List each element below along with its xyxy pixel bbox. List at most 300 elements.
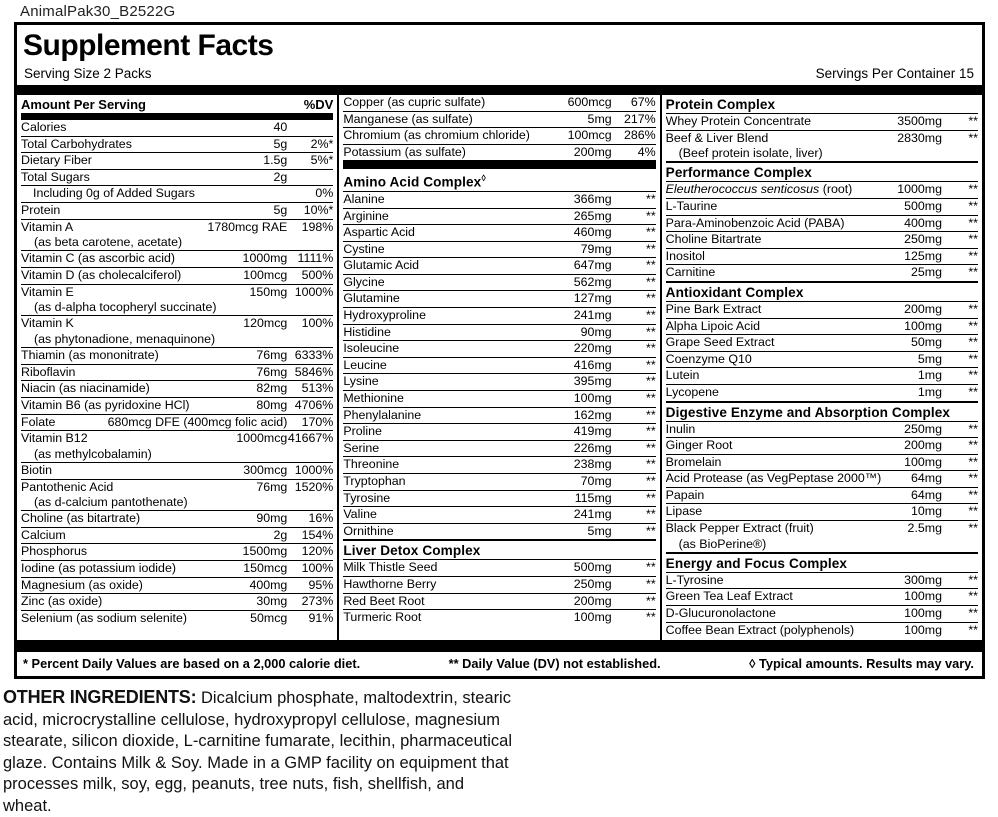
nutrient-row [21,202,333,219]
nutrient-row [343,224,655,241]
nutrient-row [666,605,978,622]
nutrient-name: Valine [343,507,377,522]
percent-dv-label: %DV [303,97,334,112]
nutrient-row [666,181,978,198]
nutrient-amount: 90mg [580,324,612,339]
section-header: Amino Acid Complex◊ [343,167,655,191]
nutrient-row [21,152,333,169]
nutrient-row [666,367,978,384]
nutrient-dv: 217% [623,111,656,126]
nutrient-dv: ** [968,248,978,263]
nutrient-dv: 286% [623,128,656,143]
nutrient-dv: ** [968,301,978,316]
nutrient-dv: 2%* [310,136,334,151]
nutrient-name: Ornithine [343,523,394,538]
nutrient-row [21,593,333,610]
nutrient-row [343,473,655,490]
nutrient-amount: 100mg [904,606,942,621]
nutrient-amount: 238mg [573,457,612,472]
nutrient-dv: ** [968,454,978,469]
nutrient-dv: ** [646,341,656,356]
nutrient-name: Phosphorus [21,544,88,559]
nutrient-row [343,274,655,291]
nutrient-dv: ** [968,421,978,436]
nutrient-row [21,397,333,414]
nutrient-amount: 3500mg [897,114,942,128]
nutrient-subnote: (as beta carotene, acetate) [34,235,183,250]
nutrient-amount: 419mg [573,424,612,439]
nutrient-dv: ** [646,523,656,538]
nutrient-name: Potassium (as sulfate) [343,144,466,159]
nutrient-name: Zinc (as oxide) [21,594,103,609]
nutrient-row [343,357,655,374]
nutrient-row [21,577,333,594]
nutrient-dv: ** [968,504,978,519]
nutrient-amount: 562mg [573,274,612,289]
panel-title: Supplement Facts [23,29,274,62]
nutrient-row [343,95,655,111]
nutrient-name: Turmeric Root [343,610,422,625]
nutrient-name: Red Beet Root [343,593,425,608]
nutrient-amount: 1780mcg RAE [207,219,288,234]
nutrient-amount: 395mg [573,374,612,389]
nutrient-row [666,588,978,605]
nutrient-name: Beef & Liver Blend [665,130,769,145]
nutrient-amount: 220mg [573,341,612,356]
nutrient-row [666,318,978,335]
nutrient-dv: ** [646,490,656,505]
column-right [660,95,982,640]
nutrient-dv: ** [646,424,656,439]
nutrient-dv: ** [968,606,978,621]
nutrient-amount: 300mg [904,572,942,587]
nutrient-name: Pantothenic Acid [21,479,114,494]
nutrient-name: Choline Bitartrate [665,232,762,247]
nutrient-row [343,559,655,576]
nutrient-row [666,351,978,368]
nutrient-row [343,440,655,457]
nutrient-amount: 460mg [573,225,612,240]
nutrient-amount: 241mg [573,308,612,323]
nutrient-row [343,373,655,390]
nutrient-dv: ** [968,182,978,197]
nutrient-row [21,136,333,153]
nutrient-name: Carnitine [665,265,716,280]
nutrient-row [21,315,333,332]
nutrient-dv: ** [968,198,978,213]
nutrient-row [343,609,655,626]
nutrient-amount: 600mcg [567,95,612,109]
nutrient-dv: 4% [637,144,656,159]
nutrient-name: Hydroxyproline [343,308,426,323]
nutrient-row [21,610,333,627]
nutrient-dv: 1520% [294,479,334,494]
nutrient-name: Protein [21,202,61,217]
nutrient-dv: ** [646,308,656,323]
nutrient-dv: 67% [630,95,656,109]
nutrient-name: Including 0g of Added Sugars [33,186,195,201]
section-header: Liver Detox Complex [343,539,655,559]
nutrient-amount: 5g [273,136,288,151]
nutrient-dv: ** [646,191,656,206]
nutrient-amount: 2.5mg [907,521,942,536]
divider-bar-top [17,85,982,95]
nutrient-dv: ** [646,507,656,522]
nutrient-amount: 100mg [904,454,942,469]
nutrient-amount: 2830mg [897,130,942,145]
nutrient-row [666,421,978,438]
nutrient-row [21,527,333,544]
nutrient-dv: ** [646,440,656,455]
nutrient-name: Magnesium (as oxide) [21,577,143,592]
other-ingredients [3,687,513,817]
nutrient-name: Milk Thistle Seed [343,560,438,575]
nutrient-dv: 5846% [294,364,334,379]
nutrient-amount: 100mg [904,622,942,637]
nutrient-row [343,111,655,128]
nutrient-name: Coffee Bean Extract (polyphenols) [665,622,855,637]
nutrient-subnote: (as methylcobalamin) [34,446,152,461]
nutrient-dv: ** [968,589,978,604]
nutrient-dv: ** [968,318,978,333]
nutrient-name: Papain [665,487,705,502]
nutrient-name: Threonine [343,457,400,472]
nutrient-dv: 91% [308,610,334,625]
nutrient-amount: 82mg [256,381,288,396]
nutrient-name: Hawthorne Berry [343,576,437,591]
nutrient-name: Inulin [665,421,696,436]
nutrient-dv: 170% [301,414,334,429]
nutrient-row [666,384,978,401]
nutrient-row [666,301,978,318]
other-ingredients-text: Dicalcium phosphate, maltodextrin, stearic acid, microcrystalline cellulose, hydroxypropyl cellulose, magnesium stearate, silicon dioxide, L-carnitine fumarate, lecithin, pharmaceutical glaze. Contains Milk & Soy. Made in a GMP facility on equipment that processes milk, soy, egg, peanuts, tree nuts, fish, shellfish, and wheat. [3,689,513,815]
nutrient-name: Tryptophan [343,474,406,488]
nutrient-dv: ** [646,407,656,422]
nutrient-dv: ** [646,560,656,575]
nutrient-row [666,215,978,232]
nutrient-name: Alpha Lipoic Acid [665,318,761,333]
nutrient-row [343,324,655,341]
nutrient-row [666,470,978,487]
nutrient-amount: 100mg [904,318,942,333]
nutrient-dv: ** [968,622,978,637]
nutrient-name: Choline (as bitartrate) [21,511,141,526]
nutrient-amount: 500mg [904,198,942,213]
nutrient-name: Acid Protease (as VegPeptase 2000™) [665,471,882,486]
nutrient-amount: 10mg [910,504,942,519]
nutrient-dv: ** [646,291,656,306]
nutrient-name: Riboflavin [21,364,76,379]
nutrient-row [21,250,333,267]
nutrient-row [21,510,333,527]
nutrient-amount: 50mcg [250,610,288,625]
nutrient-dv: ** [646,324,656,339]
nutrient-row [21,543,333,560]
nutrient-row [21,380,333,397]
nutrient-name: Cystine [343,241,385,256]
nutrient-row [666,454,978,471]
serving-info-row [17,63,982,85]
nutrient-dv: ** [646,576,656,591]
nutrient-dv: ** [968,438,978,453]
nutrient-name: Whey Protein Concentrate [665,114,811,128]
nutrient-name: Vitamin B6 (as pyridoxine HCl) [21,397,190,412]
footnote-daily-values: * Percent Daily Values are based on a 2,000 calorie diet. [23,656,361,672]
nutrient-name: Calories [21,120,67,134]
nutrient-amount: 100mg [904,589,942,604]
nutrient-dv: 6333% [294,348,334,363]
nutrient-dv: 100% [301,316,334,331]
nutrient-dv: ** [968,521,978,536]
nutrient-name: Arginine [343,208,389,223]
nutrient-row [21,169,333,186]
nutrient-dv: ** [968,351,978,366]
nutrient-row [343,208,655,225]
nutrient-name: Lysine [343,374,379,389]
nutrient-dv: ** [968,368,978,383]
nutrient-dv: ** [646,457,656,472]
nutrient-amount: 250mg [573,576,612,591]
nutrient-dv: 500% [301,267,334,282]
nutrient-name: Bromelain [665,454,722,469]
column-left [17,95,337,640]
nutrient-row [21,267,333,284]
nutrient-row [666,520,978,537]
nutrient-row [343,144,655,161]
nutrient-dv: 273% [301,594,334,609]
nutrient-name: Niacin (as niacinamide) [21,381,150,396]
nutrient-amount: 127mg [573,291,612,306]
nutrient-amount: 1mg [917,384,942,399]
nutrient-dv: 16% [308,511,334,526]
nutrient-amount: 100mcg [243,267,288,282]
nutrient-name: Serine [343,440,380,455]
nutrient-name: Thiamin (as mononitrate) [21,348,159,363]
nutrient-dv: ** [968,487,978,502]
nutrient-amount: 150mcg [243,561,288,576]
nutrient-dv: ** [646,208,656,223]
nutrient-amount: 100mg [573,610,612,625]
servings-per-container: Servings Per Container 15 [815,66,974,81]
nutrient-amount: 400mg [249,577,288,592]
nutrient-name: Isoleucine [343,341,400,356]
nutrient-row [343,241,655,258]
nutrient-row [666,503,978,520]
nutrient-amount: 80mg [256,397,288,412]
nutrient-subnote: (as BioPerine®) [678,536,767,551]
nutrient-dv: ** [968,114,978,128]
nutrient-subnote: (as phytonadione, menaquinone) [34,331,216,346]
nutrient-dv: ** [646,258,656,273]
supplement-facts-panel [14,22,985,679]
nutrient-dv: 41667% [287,431,334,446]
nutrient-name: Lycopene [665,384,719,399]
nutrient-dv: ** [968,265,978,280]
nutrient-row [21,462,333,479]
nutrient-amount: 162mg [573,407,612,422]
nutrient-row [666,198,978,215]
nutrient-dv: ** [646,391,656,406]
nutrient-name: Coenzyme Q10 [665,351,752,366]
nutrient-name: Total Carbohydrates [21,136,132,151]
nutrient-name: Pine Bark Extract [665,301,762,316]
nutrient-name: Ginger Root [665,438,733,453]
footnote-not-established: ** Daily Value (DV) not established. [448,656,661,672]
section-header: Energy and Focus Complex [666,552,978,572]
nutrient-amount: 1000mg [242,251,288,266]
nutrient-amount: 200mg [904,438,942,453]
nutrient-dv: ** [968,572,978,587]
nutrient-name: Aspartic Acid [343,225,415,240]
nutrient-dv: ** [646,474,656,488]
column-left-header [21,95,333,113]
nutrient-dv: ** [968,335,978,350]
nutrient-name: Leucine [343,357,387,372]
nutrient-row [343,456,655,473]
column-middle [337,95,659,640]
nutrient-name: Phenylalanine [343,407,422,422]
nutrient-dv: 1000% [294,462,334,477]
nutrient-row [666,437,978,454]
nutrient-amount: 150mg [249,284,288,299]
nutrient-amount: 64mg [910,487,942,502]
section-header: Antioxidant Complex [666,281,978,301]
nutrient-amount: 64mg [910,471,942,486]
nutrient-amount: 1.5g [263,153,288,168]
nutrient-amount: 76mg [256,479,288,494]
section-header: Digestive Enzyme and Absorption Complex [666,401,978,421]
nutrient-name: Vitamin A [21,219,74,234]
nutrient-amount: 5mg [587,523,612,538]
nutrient-row [343,407,655,424]
nutrient-row [343,307,655,324]
nutrient-name: Copper (as cupric sulfate) [343,95,486,109]
nutrient-row [666,622,978,639]
nutrient-amount: 1000mcg [236,431,288,446]
nutrient-dv: 120% [301,544,334,559]
nutrient-dv: ** [646,225,656,240]
footnotes [17,652,982,676]
nutrient-name: Tyrosine [343,490,391,505]
nutrient-dv: 4706% [294,397,334,412]
nutrient-dv: 0% [315,186,334,201]
nutrient-amount: 400mg [904,215,942,230]
nutrient-dv: 513% [301,381,334,396]
nutrient-name: Vitamin K [21,316,74,331]
nutrient-name: Biotin [21,462,52,477]
nutrient-amount: 100mcg [567,128,612,143]
nutrient-name: Alanine [343,191,385,206]
nutrient-amount: 79mg [580,241,612,256]
nutrient-name: Glycine [343,274,385,289]
nutrient-amount: 250mg [904,421,942,436]
divider-bar-bottom [17,640,982,652]
nutrient-row [343,576,655,593]
nutrient-row [343,127,655,144]
nutrient-row [666,130,978,147]
other-ingredients-label: OTHER INGREDIENTS: [3,687,197,708]
nutrient-name: Inositol [665,248,705,263]
nutrient-amount: 300mcg [243,462,288,477]
nutrient-name: Vitamin E [21,284,74,299]
amount-per-serving-label: Amount Per Serving [21,97,146,112]
nutrient-row [21,120,333,136]
nutrient-name: L-Taurine [665,198,718,213]
nutrient-name: Selenium (as sodium selenite) [21,610,187,625]
nutrient-amount: 2g [273,527,288,542]
nutrient-amount: 5mg [917,351,942,366]
nutrient-dv: 95% [308,577,334,592]
nutrient-dv: 5%* [310,153,334,168]
nutrient-row [666,572,978,589]
nutrient-name: Vitamin C (as ascorbic acid) [21,251,176,266]
section-header: Protein Complex [665,97,776,112]
nutrient-name: D-Glucuronolactone [665,606,776,621]
nutrient-dv: 198% [301,219,334,234]
nutrient-row [343,423,655,440]
nutrient-amount: 200mg [904,301,942,316]
nutrient-row [21,219,333,236]
nutrient-name: Vitamin D (as cholecalciferol) [21,267,182,282]
nutrient-name: Proline [343,424,382,439]
divider-bar [21,113,333,120]
nutrient-name: Glutamine [343,291,400,306]
nutrient-amount: 30mg [256,594,288,609]
nutrient-amount: 200mg [573,144,612,159]
nutrient-dv: ** [968,471,978,486]
nutrient-name: Calcium [21,527,66,542]
nutrient-dv: 100% [301,561,334,576]
nutrient-dv: ** [646,374,656,389]
nutrient-dv: 1111% [297,251,334,266]
nutrient-dv: ** [646,274,656,289]
middle-rows [343,95,655,626]
nutrient-name: Dietary Fiber [21,153,92,168]
nutrient-amount: 40 [273,120,288,134]
nutrient-subnote: (Beef protein isolate, liver) [678,146,823,161]
nutrient-row [343,506,655,523]
nutrient-row [343,290,655,307]
nutrient-amount: 250mg [904,232,942,247]
nutrient-amount: 76mg [256,348,288,363]
footnote-typical-amounts: ◊ Typical amounts. Results may vary. [749,656,974,672]
nutrient-row [666,334,978,351]
nutrient-amount: 265mg [573,208,612,223]
nutrient-row [343,490,655,507]
nutrient-amount: 100mg [573,391,612,406]
nutrient-dv: ** [646,241,656,256]
nutrient-name: Manganese (as sulfate) [343,111,473,126]
nutrient-amount: 241mg [573,507,612,522]
file-name-label: AnimalPak30_B2522G [20,3,176,20]
nutrient-amount: 416mg [573,357,612,372]
nutrient-row [21,185,333,202]
nutrient-amount: 500mg [573,560,612,575]
nutrient-row [21,414,333,431]
divider-bar [343,160,655,167]
nutrient-dv: ** [968,215,978,230]
nutrient-row [666,264,978,281]
nutrient-row [21,479,333,496]
nutrient-amount: 226mg [573,440,612,455]
nutrient-name: Black Pepper Extract (fruit) [665,521,814,536]
nutrient-amount: 680mcg DFE (400mcg folic acid) [107,414,288,429]
right-rows [666,95,978,638]
nutrient-amount: 50mg [910,335,942,350]
nutrient-name: Eleutherococcus senticosus (root) [665,182,853,197]
nutrient-amount: 70mg [580,474,612,488]
left-rows [21,120,333,626]
